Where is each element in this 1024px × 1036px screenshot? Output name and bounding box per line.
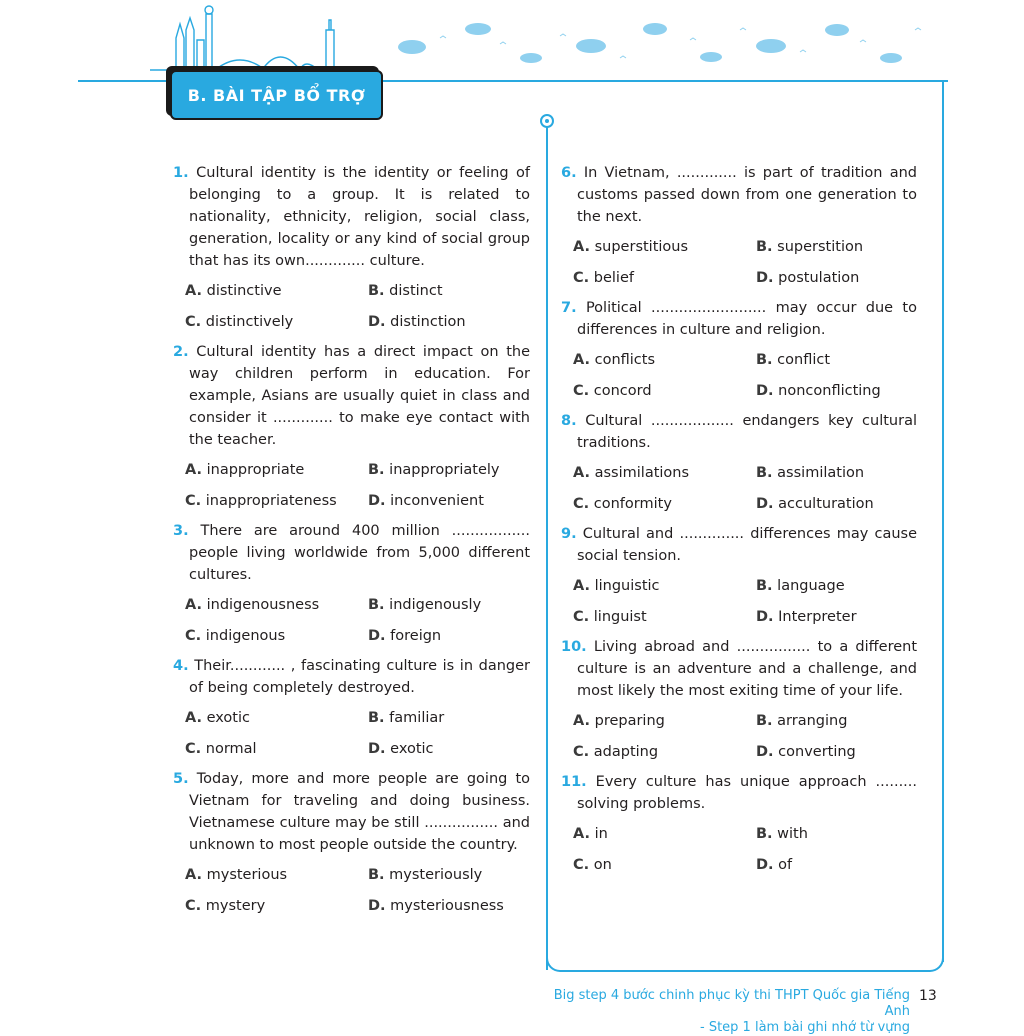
right-column bbox=[561, 162, 917, 884]
section-badge bbox=[170, 70, 383, 120]
option-letter: A. bbox=[185, 710, 202, 726]
left-column bbox=[173, 162, 530, 925]
answer-option[interactable] bbox=[368, 311, 530, 333]
option-text: indigenously bbox=[389, 597, 482, 613]
answer-option[interactable] bbox=[573, 267, 756, 289]
question bbox=[173, 520, 530, 586]
answer-options bbox=[185, 864, 530, 917]
question-number: 5. bbox=[173, 771, 189, 787]
option-letter: C. bbox=[573, 609, 590, 625]
option-text: Interpreter bbox=[778, 609, 857, 625]
option-text: superstition bbox=[777, 239, 864, 255]
option-letter: C. bbox=[573, 857, 590, 873]
question-text: Cultural and .............. differences may cause social tension. bbox=[577, 526, 917, 564]
answer-option[interactable] bbox=[185, 895, 368, 917]
option-text: preparing bbox=[594, 713, 665, 729]
option-text: foreign bbox=[390, 628, 442, 644]
question-number: 9. bbox=[561, 526, 577, 542]
question-text: Cultural identity is the identity or feeling of belonging to a group. It is related to nationality, ethnicity, religion, social class, generation, locality or any kind of social group that has its own............. culture. bbox=[189, 165, 531, 269]
option-letter: A. bbox=[573, 352, 590, 368]
answer-option[interactable] bbox=[368, 707, 530, 729]
option-letter: A. bbox=[573, 239, 590, 255]
option-letter: B. bbox=[756, 352, 773, 368]
answer-option[interactable] bbox=[185, 625, 368, 647]
answer-option[interactable] bbox=[756, 236, 917, 258]
option-letter: B. bbox=[756, 239, 773, 255]
option-text: mysterious bbox=[206, 867, 288, 883]
question-text: Political ......................... may occur due to differences in culture and religion. bbox=[577, 300, 917, 338]
divider-dot-icon bbox=[540, 114, 554, 128]
option-text: conflict bbox=[777, 352, 831, 368]
option-letter: C. bbox=[185, 628, 202, 644]
option-text: concord bbox=[593, 383, 652, 399]
answer-option[interactable] bbox=[756, 380, 917, 402]
option-letter: B. bbox=[368, 867, 385, 883]
question bbox=[561, 771, 917, 815]
option-text: arranging bbox=[777, 713, 848, 729]
option-text: inappropriateness bbox=[205, 493, 337, 509]
option-letter: A. bbox=[185, 867, 202, 883]
answer-option[interactable] bbox=[368, 490, 530, 512]
frame-bottom-border bbox=[546, 958, 944, 972]
question-text: Living abroad and ................ to a different culture is an adventure and a challenge, and most likely the most exiting time of your life. bbox=[577, 639, 918, 699]
question-text: There are around 400 million ................. people living worldwide from 5,000 different cultures. bbox=[189, 523, 531, 583]
option-letter: D. bbox=[756, 609, 774, 625]
section-title: B. BÀI TẬP BỔ TRỢ bbox=[187, 85, 366, 105]
question bbox=[173, 341, 530, 451]
answer-option[interactable] bbox=[368, 280, 530, 302]
answer-option[interactable] bbox=[185, 864, 368, 886]
option-text: distinctively bbox=[205, 314, 294, 330]
answer-option[interactable] bbox=[573, 854, 756, 876]
option-letter: C. bbox=[573, 383, 590, 399]
answer-option[interactable] bbox=[756, 349, 917, 371]
option-letter: B. bbox=[756, 465, 773, 481]
option-text: assimilations bbox=[594, 465, 690, 481]
option-letter: B. bbox=[368, 597, 385, 613]
answer-option[interactable] bbox=[185, 594, 368, 616]
answer-option[interactable] bbox=[573, 380, 756, 402]
option-letter: A. bbox=[185, 283, 202, 299]
option-letter: B. bbox=[368, 462, 385, 478]
answer-option[interactable] bbox=[573, 575, 756, 597]
answer-options bbox=[185, 707, 530, 760]
option-text: inappropriate bbox=[206, 462, 305, 478]
answer-options bbox=[185, 594, 530, 647]
answer-option[interactable] bbox=[756, 823, 917, 845]
footer bbox=[530, 988, 910, 1036]
answer-option[interactable] bbox=[573, 462, 756, 484]
city-skyline-illustration bbox=[0, 0, 1024, 100]
option-letter: A. bbox=[185, 462, 202, 478]
option-text: linguistic bbox=[594, 578, 660, 594]
option-letter: D. bbox=[756, 857, 774, 873]
option-text: inappropriately bbox=[389, 462, 500, 478]
answer-option[interactable] bbox=[573, 823, 756, 845]
option-letter: A. bbox=[573, 826, 590, 842]
question-number: 1. bbox=[173, 165, 189, 181]
option-text: mysteriously bbox=[389, 867, 483, 883]
option-letter: D. bbox=[756, 383, 774, 399]
footer-line-2: - Step 1 làm bài ghi nhớ từ vựng bbox=[700, 1020, 910, 1035]
option-letter: A. bbox=[573, 578, 590, 594]
question-number: 10. bbox=[561, 639, 587, 655]
option-letter: A. bbox=[185, 597, 202, 613]
answer-option[interactable] bbox=[185, 459, 368, 481]
option-letter: D. bbox=[368, 628, 386, 644]
answer-option[interactable] bbox=[573, 710, 756, 732]
question bbox=[561, 523, 917, 567]
option-letter: B. bbox=[756, 713, 773, 729]
option-letter: D. bbox=[756, 496, 774, 512]
option-text: indigenousness bbox=[206, 597, 320, 613]
option-letter: D. bbox=[368, 898, 386, 914]
question bbox=[561, 162, 917, 228]
question bbox=[561, 636, 917, 702]
option-text: exotic bbox=[390, 741, 434, 757]
column-divider bbox=[546, 120, 548, 970]
option-text: superstitious bbox=[594, 239, 689, 255]
question-text: Every culture has unique approach ......... solving problems. bbox=[577, 774, 917, 812]
answer-option[interactable] bbox=[756, 267, 917, 289]
option-text: linguist bbox=[593, 609, 647, 625]
option-text: converting bbox=[778, 744, 856, 760]
option-letter: D. bbox=[756, 744, 774, 760]
answer-options bbox=[573, 236, 917, 289]
question-number: 3. bbox=[173, 523, 189, 539]
answer-option[interactable] bbox=[573, 606, 756, 628]
answer-option[interactable] bbox=[185, 311, 368, 333]
answer-option[interactable] bbox=[756, 710, 917, 732]
option-text: adapting bbox=[593, 744, 659, 760]
option-text: in bbox=[594, 826, 608, 842]
answer-options bbox=[573, 710, 917, 763]
option-text: familiar bbox=[389, 710, 445, 726]
option-letter: C. bbox=[185, 493, 202, 509]
question-number: 8. bbox=[561, 413, 577, 429]
answer-option[interactable] bbox=[573, 741, 756, 763]
answer-option[interactable] bbox=[756, 462, 917, 484]
option-letter: D. bbox=[368, 493, 386, 509]
answer-options bbox=[573, 823, 917, 876]
option-text: belief bbox=[593, 270, 634, 286]
option-text: indigenous bbox=[205, 628, 286, 644]
option-letter: C. bbox=[573, 496, 590, 512]
option-letter: D. bbox=[368, 741, 386, 757]
option-text: language bbox=[777, 578, 845, 594]
answer-option[interactable] bbox=[185, 738, 368, 760]
question-text: Cultural identity has a direct impact on the way children perform in education. For example, Asians are usually quiet in class and consider it ............. to make eye contact with the teacher. bbox=[189, 344, 530, 448]
option-text: on bbox=[593, 857, 612, 873]
option-letter: A. bbox=[573, 465, 590, 481]
option-text: with bbox=[777, 826, 808, 842]
question bbox=[173, 655, 530, 699]
option-letter: B. bbox=[756, 578, 773, 594]
answer-option[interactable] bbox=[368, 738, 530, 760]
option-text: normal bbox=[205, 741, 257, 757]
answer-option[interactable] bbox=[185, 280, 368, 302]
question bbox=[561, 297, 917, 341]
answer-option[interactable] bbox=[573, 349, 756, 371]
answer-option[interactable] bbox=[368, 594, 530, 616]
answer-option[interactable] bbox=[185, 707, 368, 729]
answer-options bbox=[573, 349, 917, 402]
answer-option[interactable] bbox=[756, 741, 917, 763]
option-text: exotic bbox=[206, 710, 250, 726]
option-text: conformity bbox=[593, 496, 672, 512]
option-text: mysteriousness bbox=[390, 898, 504, 914]
answer-option[interactable] bbox=[368, 864, 530, 886]
option-letter: C. bbox=[185, 314, 202, 330]
page-number: 13 bbox=[919, 988, 937, 1004]
answer-option[interactable] bbox=[756, 493, 917, 515]
option-letter: C. bbox=[573, 744, 590, 760]
option-text: of bbox=[778, 857, 793, 873]
option-text: mystery bbox=[205, 898, 266, 914]
option-letter: B. bbox=[368, 283, 385, 299]
question-number: 7. bbox=[561, 300, 577, 316]
answer-options bbox=[573, 462, 917, 515]
option-text: distinction bbox=[390, 314, 466, 330]
answer-option[interactable] bbox=[368, 895, 530, 917]
option-text: assimilation bbox=[777, 465, 865, 481]
option-letter: C. bbox=[185, 898, 202, 914]
option-text: conflicts bbox=[594, 352, 656, 368]
answer-options bbox=[185, 280, 530, 333]
answer-option[interactable] bbox=[756, 854, 917, 876]
answer-options bbox=[573, 575, 917, 628]
answer-option[interactable] bbox=[573, 236, 756, 258]
answer-option[interactable] bbox=[756, 575, 917, 597]
answer-option[interactable] bbox=[368, 459, 530, 481]
answer-option[interactable] bbox=[573, 493, 756, 515]
question-text: Cultural .................. endangers key cultural traditions. bbox=[577, 413, 917, 451]
footer-line-1: Big step 4 bước chinh phục kỳ thi THPT Quốc gia Tiếng Anh bbox=[553, 988, 910, 1019]
option-text: inconvenient bbox=[390, 493, 484, 509]
option-letter: D. bbox=[756, 270, 774, 286]
option-text: acculturation bbox=[778, 496, 874, 512]
option-text: nonconflicting bbox=[778, 383, 881, 399]
option-letter: B. bbox=[756, 826, 773, 842]
question-text: Today, more and more people are going to Vietnam for traveling and doing business. Vietnamese culture may be still ................ and unknown to most people outside the country. bbox=[189, 771, 530, 853]
question bbox=[173, 162, 530, 272]
option-letter: D. bbox=[368, 314, 386, 330]
question-number: 11. bbox=[561, 774, 587, 790]
option-letter: B. bbox=[368, 710, 385, 726]
option-text: postulation bbox=[778, 270, 860, 286]
question-number: 2. bbox=[173, 344, 189, 360]
option-text: distinctive bbox=[206, 283, 282, 299]
option-letter: C. bbox=[573, 270, 590, 286]
question-number: 4. bbox=[173, 658, 189, 674]
option-letter: C. bbox=[185, 741, 202, 757]
option-letter: A. bbox=[573, 713, 590, 729]
answer-options bbox=[185, 459, 530, 512]
question-text: In Vietnam, ............. is part of tradition and customs passed down from one generation to the next. bbox=[577, 165, 917, 225]
question-number: 6. bbox=[561, 165, 577, 181]
option-text: distinct bbox=[389, 283, 443, 299]
question bbox=[173, 768, 530, 856]
question-text: Their............ , fascinating culture is in danger of being completely destroyed. bbox=[189, 658, 531, 696]
question bbox=[561, 410, 917, 454]
frame-right-border bbox=[942, 82, 944, 962]
answer-option[interactable] bbox=[185, 490, 368, 512]
answer-option[interactable] bbox=[756, 606, 917, 628]
answer-option[interactable] bbox=[368, 625, 530, 647]
